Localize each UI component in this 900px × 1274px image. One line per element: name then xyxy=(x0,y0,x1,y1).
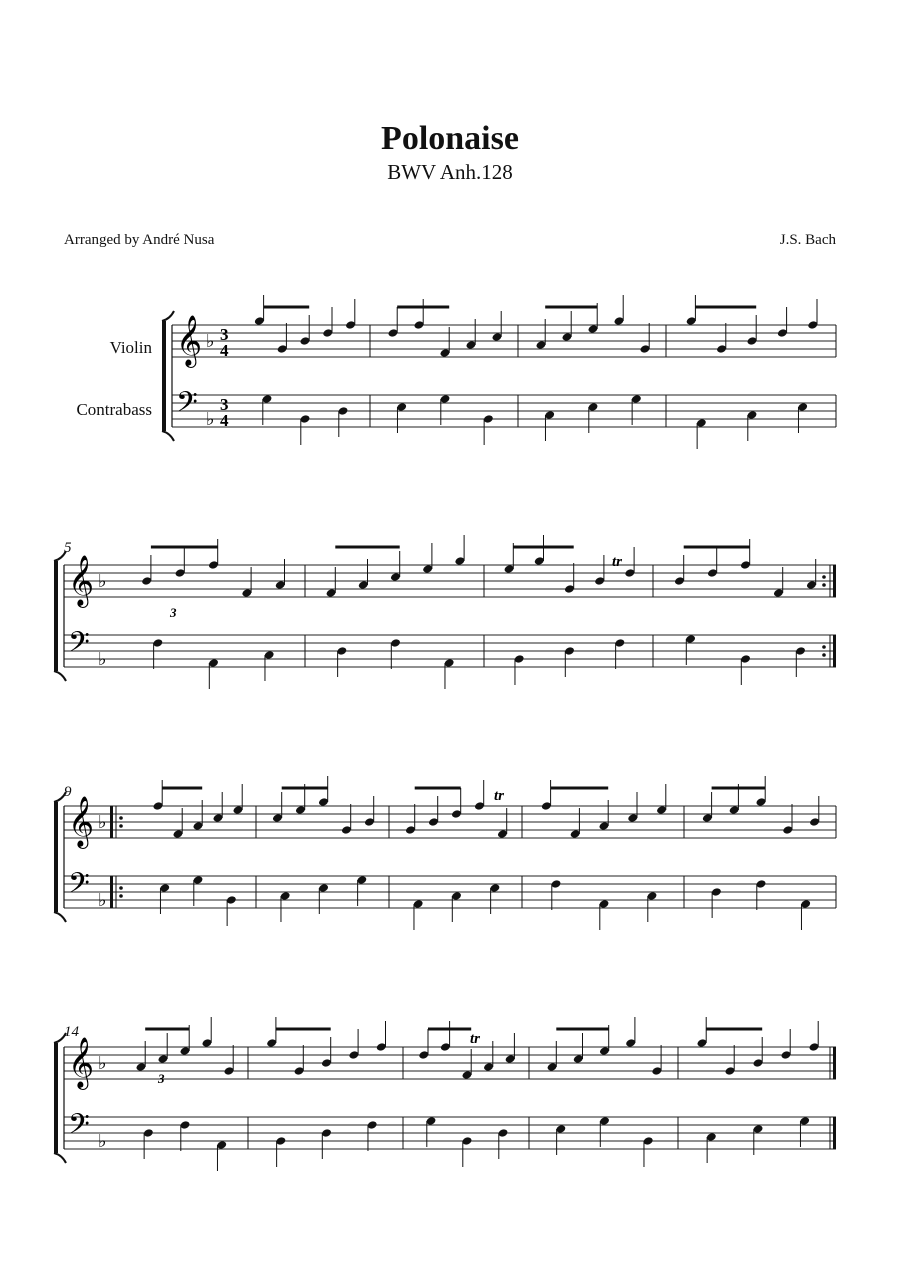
treble-clef-icon: 𝄞 xyxy=(176,315,203,366)
time-signature-top: 3 xyxy=(220,395,229,414)
bass-clef-icon: 𝄢 xyxy=(176,386,198,426)
trill-label: tr xyxy=(494,788,505,804)
system-bracket xyxy=(54,561,58,671)
repeat-dot xyxy=(119,824,123,828)
repeat-dot xyxy=(822,653,826,657)
measure-number-14: 14 xyxy=(64,1024,79,1040)
bracket-top-hook xyxy=(54,1033,66,1043)
system-4 xyxy=(54,1017,836,1171)
bass-clef-icon: 𝄢 xyxy=(68,867,90,907)
systems-layer xyxy=(54,295,836,1171)
double-barline-thick xyxy=(833,1117,836,1149)
bracket-top-hook xyxy=(162,311,174,321)
tuplet-label: 3 xyxy=(158,1071,165,1086)
key-flat-icon: ♭ xyxy=(206,331,215,352)
repeat-dot xyxy=(119,816,123,820)
system-bracket xyxy=(54,802,58,912)
double-barline-thick xyxy=(833,635,836,667)
arranger-credit: Arranged by André Nusa xyxy=(64,232,215,248)
bracket-top-hook xyxy=(54,551,66,561)
key-flat-icon: ♭ xyxy=(98,571,107,592)
score-title: Polonaise xyxy=(381,120,519,157)
treble-clef-icon: 𝄞 xyxy=(68,796,95,847)
repeat-dot xyxy=(119,894,123,898)
contrabass-label: Contrabass xyxy=(76,400,152,419)
bracket-top-hook xyxy=(54,792,66,802)
measure-number-9: 9 xyxy=(64,784,72,800)
key-flat-icon: ♭ xyxy=(98,890,107,911)
double-barline-thick xyxy=(833,1047,836,1079)
key-flat-icon: ♭ xyxy=(98,812,107,833)
double-barline-thick xyxy=(833,565,836,597)
violin-label: Violin xyxy=(109,338,152,357)
trill-label: tr xyxy=(470,1031,481,1047)
bracket-bottom-hook xyxy=(54,912,66,922)
system-1 xyxy=(162,295,836,449)
tuplet-label: 3 xyxy=(170,605,177,620)
treble-clef-icon: 𝄞 xyxy=(68,555,95,606)
treble-clef-icon: 𝄞 xyxy=(68,1037,95,1088)
repeat-start-thick xyxy=(110,876,113,908)
system-bracket xyxy=(162,321,166,431)
time-signature-top: 3 xyxy=(220,325,229,344)
time-signature-bottom: 4 xyxy=(220,341,229,360)
bracket-bottom-hook xyxy=(54,1153,66,1163)
bass-clef-icon: 𝄢 xyxy=(68,1108,90,1148)
time-signature-bottom: 4 xyxy=(220,411,229,430)
key-flat-icon: ♭ xyxy=(98,1053,107,1074)
bracket-bottom-hook xyxy=(54,671,66,681)
repeat-dot xyxy=(119,886,123,890)
repeat-dot xyxy=(822,575,826,579)
composer-credit: J.S. Bach xyxy=(779,232,836,248)
bass-clef-icon: 𝄢 xyxy=(68,626,90,666)
repeat-dot xyxy=(822,583,826,587)
key-flat-icon: ♭ xyxy=(98,649,107,670)
key-flat-icon: ♭ xyxy=(98,1131,107,1152)
repeat-dot xyxy=(822,645,826,649)
bracket-bottom-hook xyxy=(162,431,174,441)
score-subtitle: BWV Anh.128 xyxy=(387,160,513,184)
measure-number-5: 5 xyxy=(64,540,72,556)
system-bracket xyxy=(54,1043,58,1153)
trill-label: tr xyxy=(612,554,623,570)
key-flat-icon: ♭ xyxy=(206,409,215,430)
repeat-start-thick xyxy=(110,806,113,838)
system-3 xyxy=(54,776,836,930)
